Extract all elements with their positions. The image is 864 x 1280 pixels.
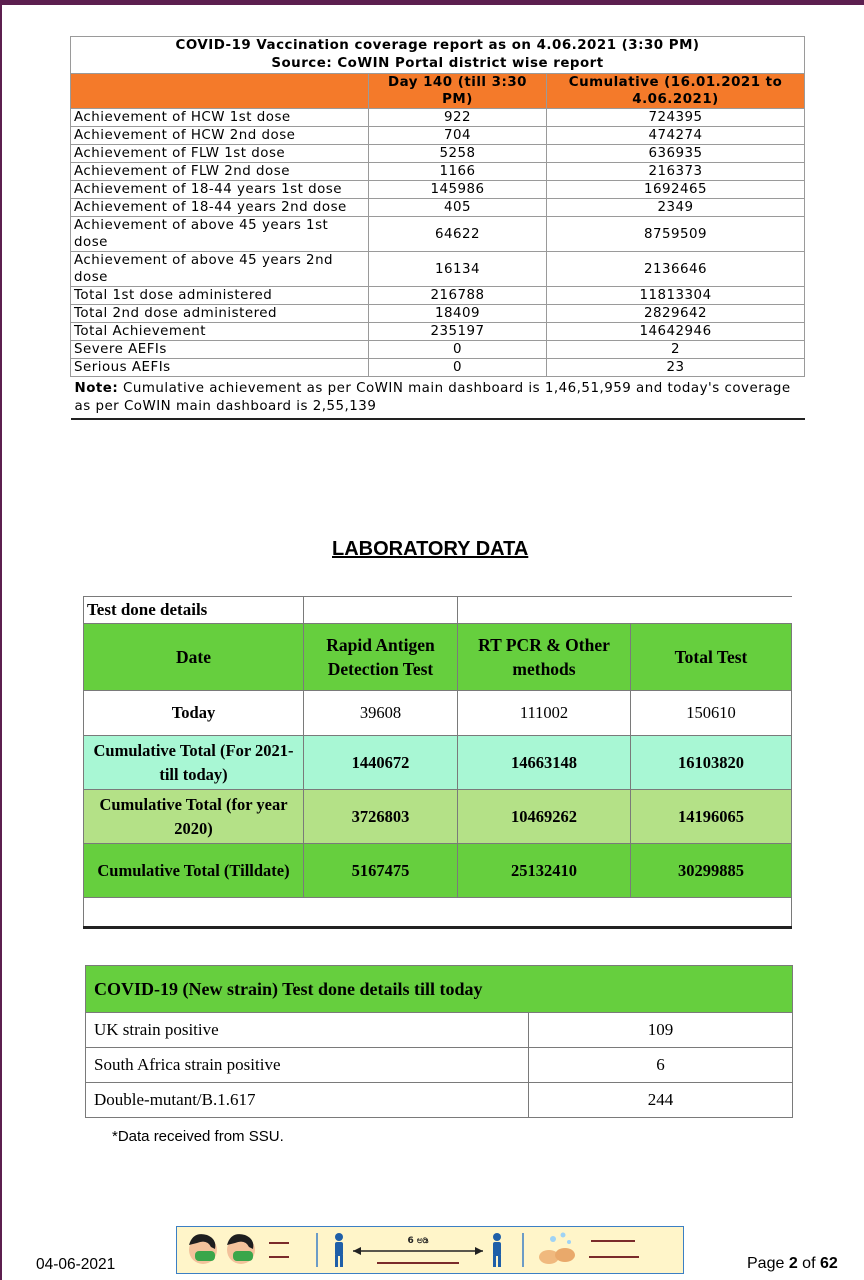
vaccination-row	[71, 109, 805, 127]
lab-header-row	[84, 624, 792, 691]
vaccination-row-day: 235197	[369, 323, 547, 341]
header-blank	[71, 74, 369, 109]
vaccination-row	[71, 341, 805, 359]
vaccination-row-cumulative: 216373	[547, 163, 805, 181]
lab-header-total: Total Test	[631, 624, 792, 691]
person-icon	[493, 1233, 501, 1267]
vaccination-row-day: 704	[369, 127, 547, 145]
vaccination-row-label: Achievement of HCW 1st dose	[71, 109, 369, 127]
page-mid: of	[797, 1255, 820, 1272]
lab-row-rat: 39608	[304, 691, 458, 736]
page-total: 62	[819, 1255, 838, 1272]
footnote: *Data received from SSU.	[112, 1128, 284, 1145]
strain-row	[86, 1013, 793, 1048]
strain-heading: COVID-19 (New strain) Test done details till today	[86, 966, 793, 1013]
vaccination-row-label: Achievement of FLW 1st dose	[71, 145, 369, 163]
lab-row-rtpcr: 111002	[458, 691, 631, 736]
vaccination-row	[71, 199, 805, 217]
vaccination-row-label: Serious AEFIs	[71, 359, 369, 377]
vaccination-row-day: 64622	[369, 217, 547, 252]
vaccination-source: Source: CoWIN Portal district wise report	[271, 56, 604, 71]
vaccination-table	[70, 36, 805, 420]
vaccination-note-row	[71, 377, 805, 420]
distance-label: 6 ಅಡಿ	[407, 1236, 429, 1246]
masked-face-icon	[227, 1234, 255, 1264]
hand-wash-icon	[539, 1233, 575, 1265]
vaccination-row-day: 145986	[369, 181, 547, 199]
page-current: 2	[788, 1255, 798, 1272]
lab-row-rtpcr: 10469262	[458, 790, 631, 844]
vaccination-row-cumulative: 1692465	[547, 181, 805, 199]
vaccination-row-cumulative: 2349	[547, 199, 805, 217]
vaccination-row-label: Achievement of 18-44 years 2nd dose	[71, 199, 369, 217]
vaccination-row-cumulative: 23	[547, 359, 805, 377]
strain-value: 244	[529, 1083, 793, 1118]
strain-value: 6	[529, 1048, 793, 1083]
vaccination-row	[71, 145, 805, 163]
strain-label: South Africa strain positive	[86, 1048, 529, 1083]
distance-arrow-icon	[353, 1247, 483, 1255]
vaccination-row	[71, 252, 805, 287]
vaccination-row	[71, 305, 805, 323]
lab-row-total: 14196065	[631, 790, 792, 844]
footer-date: 04-06-2021	[36, 1256, 116, 1273]
vaccination-row	[71, 359, 805, 377]
header-cumulative: Cumulative (16.01.2021 to 4.06.2021)	[547, 74, 805, 109]
page-number	[747, 1255, 838, 1273]
lab-caption-row	[84, 597, 792, 624]
vaccination-row-day: 16134	[369, 252, 547, 287]
header-day: Day 140 (till 3:30 PM)	[369, 74, 547, 109]
vaccination-title: COVID-19 Vaccination coverage report as on 4.06.2021 (3:30 PM)	[175, 38, 700, 53]
lab-row-label: Cumulative Total (For 2021- till today)	[84, 736, 304, 790]
lab-table	[83, 596, 792, 929]
vaccination-row-day: 405	[369, 199, 547, 217]
vaccination-row-cumulative: 11813304	[547, 287, 805, 305]
vaccination-row-day: 216788	[369, 287, 547, 305]
lab-row-label: Cumulative Total (Tilldate)	[84, 844, 304, 898]
strain-header-row	[86, 966, 793, 1013]
vaccination-row	[71, 163, 805, 181]
lab-blank-row	[84, 898, 792, 928]
lab-header-date: Date	[84, 624, 304, 691]
vaccination-row-label: Achievement of 18-44 years 1st dose	[71, 181, 369, 199]
masked-face-icon	[189, 1234, 217, 1264]
strain-label: UK strain positive	[86, 1013, 529, 1048]
vaccination-row-day: 922	[369, 109, 547, 127]
strain-row	[86, 1048, 793, 1083]
lab-row-total: 16103820	[631, 736, 792, 790]
left-border	[0, 5, 2, 1280]
vaccination-row-cumulative: 14642946	[547, 323, 805, 341]
vaccination-row-cumulative: 2	[547, 341, 805, 359]
lab-row-rat: 1440672	[304, 736, 458, 790]
vaccination-row-cumulative: 474274	[547, 127, 805, 145]
vaccination-row	[71, 287, 805, 305]
strain-table	[85, 965, 793, 1118]
note-text: Cumulative achievement as per CoWIN main dashboard is 1,46,51,959 and today's coverage as per CoWIN main dashboard is 2,55,139	[74, 381, 791, 414]
lab-heading: LABORATORY DATA	[332, 538, 529, 560]
vaccination-row-day: 0	[369, 359, 547, 377]
strain-label: Double-mutant/B.1.617	[86, 1083, 529, 1118]
vaccination-row-day: 5258	[369, 145, 547, 163]
vaccination-row-day: 1166	[369, 163, 547, 181]
person-icon	[335, 1233, 343, 1267]
lab-header-rat: Rapid Antigen Detection Test	[304, 624, 458, 691]
lab-row	[84, 736, 792, 790]
vaccination-row-label: Severe AEFIs	[71, 341, 369, 359]
vaccination-header-row	[71, 74, 805, 109]
vaccination-row	[71, 181, 805, 199]
vaccination-row-cumulative: 636935	[547, 145, 805, 163]
vaccination-row-cumulative: 724395	[547, 109, 805, 127]
vaccination-row-label: Achievement of FLW 2nd dose	[71, 163, 369, 181]
lab-caption: Test done details	[84, 597, 304, 624]
strain-value: 109	[529, 1013, 793, 1048]
strain-row	[86, 1083, 793, 1118]
lab-row-label: Today	[84, 691, 304, 736]
vaccination-row	[71, 127, 805, 145]
lab-row-rat: 3726803	[304, 790, 458, 844]
lab-row-total: 30299885	[631, 844, 792, 898]
lab-row-label: Cumulative Total (for year 2020)	[84, 790, 304, 844]
vaccination-row-day: 18409	[369, 305, 547, 323]
kannada-text-block	[269, 1235, 291, 1265]
vaccination-row-cumulative: 8759509	[547, 217, 805, 252]
vaccination-row-label: Total 2nd dose administered	[71, 305, 369, 323]
lab-row-total: 150610	[631, 691, 792, 736]
lab-row	[84, 844, 792, 898]
vaccination-row-label: Achievement of HCW 2nd dose	[71, 127, 369, 145]
lab-row	[84, 691, 792, 736]
lab-row-rat: 5167475	[304, 844, 458, 898]
covid-safety-banner	[176, 1226, 684, 1274]
lab-row-rtpcr: 14663148	[458, 736, 631, 790]
vaccination-row-day: 0	[369, 341, 547, 359]
note-label: Note:	[74, 381, 119, 396]
vaccination-row-label: Achievement of above 45 years 2nd dose	[71, 252, 369, 287]
lab-row	[84, 790, 792, 844]
vaccination-row-cumulative: 2136646	[547, 252, 805, 287]
vaccination-row-label: Achievement of above 45 years 1st dose	[71, 217, 369, 252]
safety-banner-graphic	[177, 1227, 683, 1273]
page-prefix: Page	[747, 1255, 789, 1272]
top-border	[0, 0, 864, 5]
vaccination-row-cumulative: 2829642	[547, 305, 805, 323]
vaccination-title-row	[71, 37, 805, 74]
vaccination-row-label: Total 1st dose administered	[71, 287, 369, 305]
lab-header-rtpcr: RT PCR & Other methods	[458, 624, 631, 691]
vaccination-row	[71, 323, 805, 341]
vaccination-row-label: Total Achievement	[71, 323, 369, 341]
vaccination-row	[71, 217, 805, 252]
vaccination-rows	[71, 109, 805, 377]
lab-row-rtpcr: 25132410	[458, 844, 631, 898]
